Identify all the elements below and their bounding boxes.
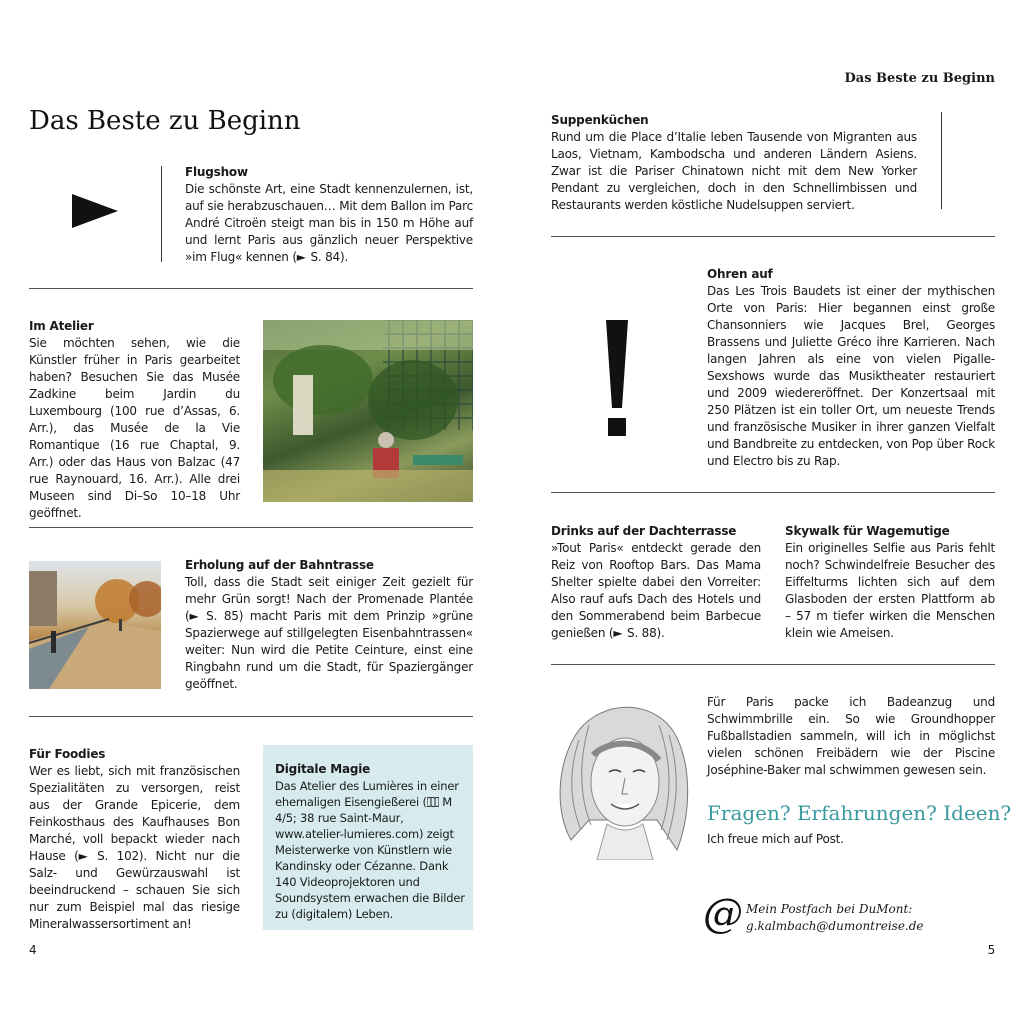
page-number-left: 4 [29, 943, 37, 957]
digitale-magie-body-b: zeigt Meisterwerke von Künstlern wie Kandinsky oder Cézanne. Dank 140 Videoprojektoren und Soundsystem erwachen die Bilder zu (digitalem) Leben. [275, 827, 465, 921]
play-triangle-icon [72, 194, 118, 228]
divider [29, 716, 473, 717]
flugshow-section [185, 164, 473, 266]
mail-label: Mein Postfach bei DuMont: [746, 902, 913, 916]
divider [551, 236, 995, 237]
skywalk-heading: Skywalk für Wagemutige [785, 524, 950, 538]
author-question: Fragen? Erfahrungen? Ideen? [707, 801, 1012, 825]
suppenkuechen-heading: Suppenküchen [551, 113, 649, 127]
foodies-body-a: Wer es liebt, sich mit französischen Spezialitäten zu versorgen, reist aus der Grande Epicerie, dem Feinkosthaus des Kaufhauses Bon Marché, voll bepackt wieder nach Hause ( [29, 764, 240, 863]
divider [551, 664, 995, 665]
mail-block [746, 901, 924, 935]
divider [29, 527, 473, 528]
digitale-magie-body-a: Das Atelier des Lumières in einer ehemaligen Eisengießerei ( [275, 779, 459, 809]
digitale-magie-heading: Digitale Magie [275, 762, 371, 776]
bahntrasse-section [185, 557, 473, 693]
running-head: Das Beste zu Beginn [844, 71, 995, 86]
exclamation-icon [604, 320, 630, 436]
foodies-body-b: Nicht nur die Salz- und Gewürzauswahl ist beeindruckend – schauen Sie sich nur zum Beispiel mal das riesige Mineralwassersortiment an! [29, 849, 240, 931]
digitale-magie-section [275, 761, 465, 922]
at-sign-icon: @ [703, 891, 743, 937]
ohren-auf-section [707, 266, 995, 470]
atelier-photo [263, 320, 473, 502]
arrow-ref-icon: ► [296, 250, 306, 264]
suppenkuechen-body: Rund um die Place d’Italie leben Tausende von Migranten aus Laos, Vietnam, Kambodscha und anderen Ländern Asiens. Zwar ist die Pariser Chinatown nicht mit dem New Yorker Pendant zu vergleichen, doch in den Schnellimbissen und Restaurants werden köstliche Nudelsuppen serviert. [551, 130, 917, 212]
page-title: Das Beste zu Beginn [29, 106, 301, 136]
email-link[interactable]: g.kalmbach@dumontreise.de [746, 919, 924, 933]
page-number-right: 5 [987, 943, 995, 957]
arrow-ref-icon: ► [78, 849, 88, 863]
flugshow-heading: Flugshow [185, 165, 248, 179]
foodies-ref[interactable]: S. 102). [88, 849, 148, 863]
author-portrait [549, 700, 695, 860]
bahntrasse-body-b: macht Paris mit dem Prinzip »grüne Spazierwege auf stillgelegten Eisenbahntrassen« weiter: Nun wird die Petite Ceinture, einst eine Ringbahn rund um die Stadt, für Spaziergänger geöffnet. [185, 609, 473, 691]
foodies-heading: Für Foodies [29, 747, 106, 761]
digitale-magie-map-ref[interactable]: M 4/5; 38 rue Saint-Maur, www.atelier-lumieres.com) [275, 795, 452, 841]
arrow-ref-icon: ► [189, 609, 199, 623]
flugshow-rule [161, 166, 162, 262]
divider [29, 288, 473, 289]
divider [551, 492, 995, 493]
bahntrasse-body-a: Toll, dass die Stadt seit einiger Zeit gezielt für mehr Grün sorgt! Nach der Promenade Plantée ( [185, 575, 473, 623]
skywalk-body: Ein originelles Selfie aus Paris fehlt noch? Schwindelfreie Besucher des Eiffelturms lichten sich auf dem Glasboden der ersten Plattform ab – 57 m tiefer wirken die Menschen klein wie Ameisen. [785, 541, 995, 640]
digitale-magie-box [263, 745, 473, 930]
bahntrasse-heading: Erholung auf der Bahntrasse [185, 558, 374, 572]
suppenkuechen-rule [941, 112, 942, 209]
drinks-body: »Tout Paris« entdeckt gerade den Reiz von Rooftop Bars. Das Mama Shelter spielte dabei den Vorreiter: Also rauf aufs Dach des Hotels und den Sommerabend beim Barbecue genießen ( [551, 541, 761, 640]
bahntrasse-ref[interactable]: S. 85) [199, 609, 244, 623]
author-invite: Ich freue mich auf Post. [707, 832, 844, 846]
atelier-section [29, 318, 240, 522]
suppenkuechen-section [551, 112, 917, 214]
drinks-section [551, 523, 761, 642]
map-icon [427, 797, 439, 807]
flugshow-body: Die schönste Art, eine Stadt kennenzulernen, ist, auf sie herabzuschauen… Mit dem Ballon im Parc André Citroën steigt man bis in 150 m Höhe auf und lernt Paris aus gänzlich neuer Perspektive »im Flug« kennen ( [185, 182, 473, 264]
arrow-ref-icon: ► [613, 626, 623, 640]
bahntrasse-photo [29, 561, 161, 689]
foodies-section [29, 746, 240, 933]
author-text: Für Paris packe ich Badeanzug und Schwimmbrille ein. So wie Groundhopper Fußballstadien sammeln, will ich in möglichst vielen schönen Freibädern wie der Piscine Joséphine-Baker mal schwimmen gewesen sein. [707, 695, 995, 777]
skywalk-section [785, 523, 995, 642]
drinks-ref[interactable]: S. 88). [623, 626, 665, 640]
flugshow-ref[interactable]: S. 84). [306, 250, 349, 264]
atelier-heading: Im Atelier [29, 319, 94, 333]
ohren-auf-heading: Ohren auf [707, 267, 773, 281]
drinks-heading: Drinks auf der Dachterrasse [551, 524, 737, 538]
ohren-auf-body: Das Les Trois Baudets ist einer der mythischen Orte von Paris: Hier begannen einst große Chansonniers wie Jacques Brel, Georges Brassens und Juliette Gréco ihre Karrieren. Nach langen Jahren als eine von vielen Pigalle-Sexshows wurde das Musiktheater restauriert und 2009 wiedereröffnet. Der Konzertsaal mit 250 Plätzen ist ein toller Ort, um neueste Trends und französische Musiker in ihrer ganzen Vielfalt und Bandbreite zu entdecken, von Pop über Rock und Electro bis zu Rap. [707, 284, 995, 468]
atelier-body: Sie möchten sehen, wie die Künstler früher in Paris gearbeitet haben? Besuchen Sie das Musée Zadkine beim Jardin du Luxembourg (100 rue d’Assas, 6. Arr.), das Musée de la Vie Romantique (16 rue Chaptal, 9. Arr.) oder das Haus von Balzac (47 rue Raynouard, 16. Arr.). Alle drei Museen sind Di–So 10–18 Uhr geöffnet. [29, 336, 240, 520]
